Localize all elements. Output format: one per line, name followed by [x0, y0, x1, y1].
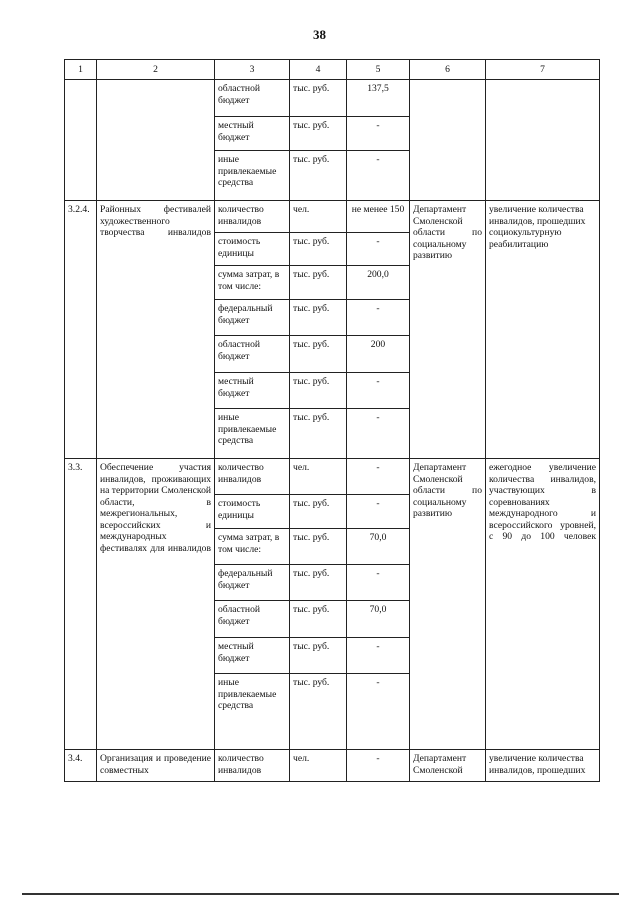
header-cell: 3 — [215, 60, 290, 80]
indicator: иные привлекаемые средства — [215, 151, 290, 201]
value: - — [347, 151, 410, 201]
value: - — [347, 409, 410, 459]
value: - — [347, 300, 410, 336]
unit: тыс. руб. — [290, 529, 347, 565]
indicator: количество инвалидов — [215, 459, 290, 495]
unit: чел. — [290, 750, 347, 782]
expected-result: увеличение количества инвалидов, прошедших социокультурную реабилитацию — [486, 201, 600, 459]
department — [410, 80, 486, 201]
expected-result: увеличение количества инвалидов, прошедших — [486, 750, 600, 782]
value: 70,0 — [347, 601, 410, 638]
item-name: Организация и проведение совместных — [97, 750, 215, 782]
value: - — [347, 117, 410, 151]
value: 137,5 — [347, 80, 410, 117]
value: 200,0 — [347, 266, 410, 300]
indicator: иные привлекаемые средства — [215, 409, 290, 459]
unit: тыс. руб. — [290, 117, 347, 151]
department: Департамент Смоленской области по социальному развитию — [410, 459, 486, 750]
header-row — [65, 60, 600, 80]
unit: тыс. руб. — [290, 674, 347, 750]
value: - — [347, 565, 410, 601]
value: - — [347, 233, 410, 266]
value: - — [347, 495, 410, 529]
indicator: местный бюджет — [215, 117, 290, 151]
unit: тыс. руб. — [290, 266, 347, 300]
unit: тыс. руб. — [290, 300, 347, 336]
header-cell: 6 — [410, 60, 486, 80]
item-number: 3.3. — [65, 459, 97, 750]
unit: тыс. руб. — [290, 565, 347, 601]
indicator: местный бюджет — [215, 638, 290, 674]
unit: тыс. руб. — [290, 638, 347, 674]
indicator: сумма затрат, в том числе: — [215, 266, 290, 300]
item-number — [65, 80, 97, 201]
item-number: 3.2.4. — [65, 201, 97, 459]
expected-result — [486, 80, 600, 201]
unit: тыс. руб. — [290, 601, 347, 638]
indicator: федеральный бюджет — [215, 565, 290, 601]
unit: тыс. руб. — [290, 336, 347, 373]
indicator: стоимость единицы — [215, 495, 290, 529]
value: не менее 150 — [347, 201, 410, 233]
indicator: стоимость единицы — [215, 233, 290, 266]
header-cell: 5 — [347, 60, 410, 80]
table-row — [65, 750, 600, 782]
department: Департамент Смоленской области по социальному развитию — [410, 201, 486, 459]
unit: тыс. руб. — [290, 233, 347, 266]
item-name: Обеспечение участия инвалидов, проживающих на территории Смоленской области, в межрегиональных, всероссийских и международных фестивалях для инвалидов — [97, 459, 215, 750]
unit: чел. — [290, 201, 347, 233]
table-row — [65, 80, 600, 117]
page-bottom-edge — [22, 893, 619, 895]
table-row — [65, 459, 600, 495]
header-cell: 7 — [486, 60, 600, 80]
value: - — [347, 373, 410, 409]
indicator: местный бюджет — [215, 373, 290, 409]
unit: чел. — [290, 459, 347, 495]
value: - — [347, 674, 410, 750]
unit: тыс. руб. — [290, 80, 347, 117]
indicator: количество инвалидов — [215, 201, 290, 233]
indicator: областной бюджет — [215, 601, 290, 638]
header-cell: 4 — [290, 60, 347, 80]
indicator: количество инвалидов — [215, 750, 290, 782]
value: 70,0 — [347, 529, 410, 565]
item-name: Районных фестивалей художественного творчества инвалидов — [97, 201, 215, 459]
unit: тыс. руб. — [290, 373, 347, 409]
indicator: областной бюджет — [215, 80, 290, 117]
program-table — [64, 59, 600, 782]
value: - — [347, 750, 410, 782]
expected-result: ежегодное увеличение количества инвалидов, участвующих в соревнованиях международного и всероссийского уровней, с 90 до 100 человек — [486, 459, 600, 750]
department: Департамент Смоленской — [410, 750, 486, 782]
table-row — [65, 201, 600, 233]
unit: тыс. руб. — [290, 495, 347, 529]
unit: тыс. руб. — [290, 409, 347, 459]
header-cell: 1 — [65, 60, 97, 80]
indicator: сумма затрат, в том числе: — [215, 529, 290, 565]
value: - — [347, 459, 410, 495]
unit: тыс. руб. — [290, 151, 347, 201]
header-cell: 2 — [97, 60, 215, 80]
value: 200 — [347, 336, 410, 373]
indicator: иные привлекаемые средства — [215, 674, 290, 750]
item-number: 3.4. — [65, 750, 97, 782]
indicator: областной бюджет — [215, 336, 290, 373]
page-number: 38 — [313, 27, 326, 42]
indicator: федеральный бюджет — [215, 300, 290, 336]
value: - — [347, 638, 410, 674]
item-name — [97, 80, 215, 201]
